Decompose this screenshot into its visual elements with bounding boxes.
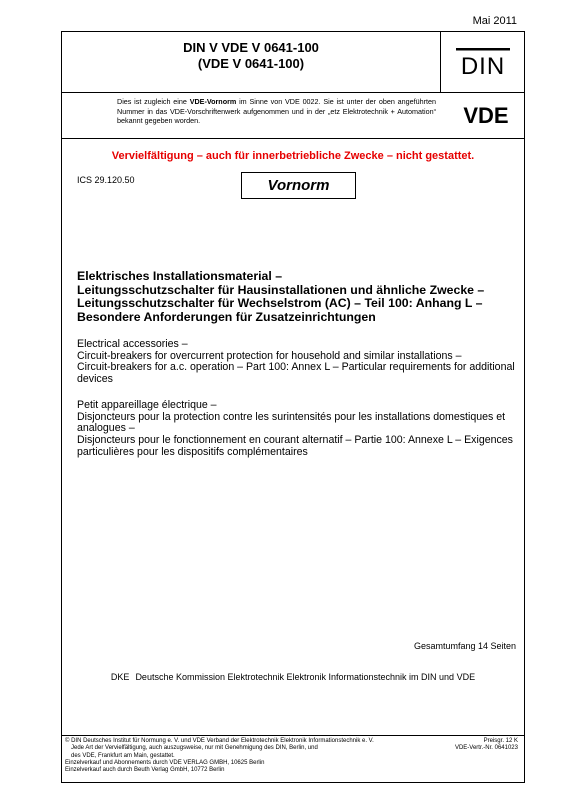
title-english-line: Electrical accessories – bbox=[77, 338, 188, 350]
price-info bbox=[455, 738, 518, 753]
dke-abbr: DKE bbox=[110, 672, 130, 682]
issue-date: Mai 2011 bbox=[472, 15, 517, 27]
vde-logo bbox=[455, 100, 517, 130]
vde-document-number: (VDE V 0641-100) bbox=[197, 56, 305, 71]
title-french bbox=[77, 400, 517, 459]
copyright-line: Einzelverkauf und Abonnements durch VDE VERLAG GMBH, 10625 Berlin bbox=[65, 759, 265, 766]
vde-logo-text: VDE bbox=[463, 103, 509, 128]
vde-vornorm-bold: VDE-Vornorm bbox=[189, 97, 237, 106]
title-german-line: Besondere Anforderungen für Zusatzeinrichtungen bbox=[77, 309, 376, 324]
title-german-line: Elektrisches Installationsmaterial – bbox=[77, 269, 283, 283]
dke-line bbox=[61, 672, 525, 682]
copyright-line: Einzelverkauf auch durch Beuth Verlag GmbH, 10772 Berlin bbox=[65, 767, 225, 774]
document-number: DIN V VDE V 0641-100 bbox=[183, 40, 319, 55]
title-french-line: Petit appareillage électrique – bbox=[77, 399, 217, 411]
title-french-line: analogues – bbox=[77, 422, 135, 435]
copy-warning: Vervielfältigung – auch für innerbetriebliche Zwecke – nicht gestattet. bbox=[111, 150, 475, 162]
ics-code: ICS 29.120.50 bbox=[77, 175, 135, 185]
vde-logo-icon bbox=[455, 100, 517, 130]
price-group: Preisgr. 12 K bbox=[483, 738, 518, 744]
total-pages: Gesamtumfang 14 Seiten bbox=[413, 641, 516, 651]
title-english bbox=[77, 339, 517, 386]
dke-name: Deutsche Kommission Elektrotechnik Elektronik Informationstechnik im DIN und VDE bbox=[135, 672, 476, 682]
copyright-line: © DIN Deutsches Institut für Normung e. V. und VDE Verband der Elektrotechnik Elektronik Informationstechnik e. V. bbox=[65, 738, 374, 744]
title-french-line: particulières pour les dispositifs complémentaires bbox=[77, 445, 308, 458]
title-french-line: Disjoncteurs pour le fonctionnement en courant alternatif – Partie 100: Annexe L – Exigences bbox=[77, 434, 513, 447]
din-logo-icon bbox=[456, 46, 510, 78]
copyright-line: des VDE, Frankfurt am Main, gestattet. bbox=[71, 752, 175, 759]
title-french-line: Disjoncteurs pour la protection contre les surintensités pour les installations domestiques et bbox=[77, 410, 506, 423]
copyright-line: Jede Art der Vervielfältigung, auch auszugsweise, nur mit Genehmigung des DIN, Berlin, und bbox=[71, 745, 318, 752]
title-german-line: Leitungsschutzschalter für Hausinstallationen und ähnliche Zwecke – bbox=[77, 282, 485, 297]
vde-note: Dies ist zugleich eine VDE-Vornorm im Sinne von VDE 0022. Sie ist unter der oben angeführten Nummer in das VDE-Vorschriftenwerk aufgenommen und in der „etz Elektrotechnik + Automation“ bekannt gegeben worden. bbox=[117, 97, 436, 125]
title-english-line: Circuit-breakers for a.c. operation – Part 100: Annex L – Particular requirements for additional bbox=[77, 361, 515, 374]
order-number: VDE-Vertr.-Nr. 0641023 bbox=[454, 745, 518, 752]
title-german bbox=[77, 270, 517, 324]
title-english-line: Circuit-breakers for overcurrent protection for household and similar installations – bbox=[77, 349, 462, 362]
doc-type-label: Vornorm bbox=[267, 177, 330, 194]
title-german-line: Leitungsschutzschalter für Wechselstrom (AC) – Teil 100: Anhang L – bbox=[77, 296, 483, 311]
din-logo-text: DIN bbox=[460, 53, 505, 78]
copyright-notice bbox=[65, 738, 435, 774]
title-english-line: devices bbox=[77, 373, 113, 386]
din-logo bbox=[440, 31, 525, 93]
doc-type-box bbox=[241, 172, 356, 199]
